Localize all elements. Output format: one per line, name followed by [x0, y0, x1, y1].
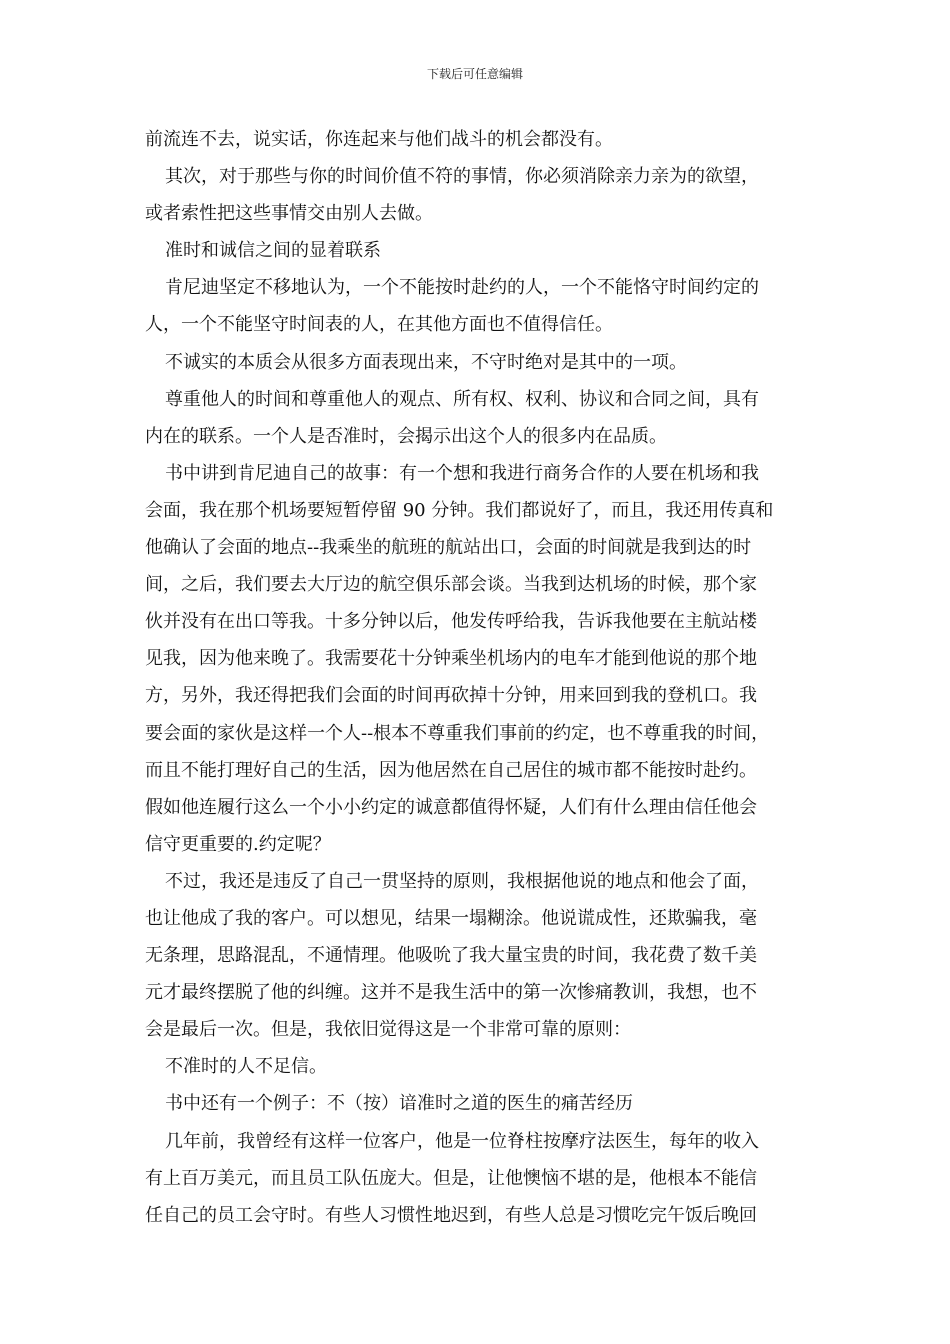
text-line: 间，之后，我们要去大厅边的航空俱乐部会谈。当我到达机场的时候，那个家	[145, 574, 757, 596]
text-line: 不诚实的本质会从很多方面表现出来，不守时绝对是其中的一项。	[165, 351, 687, 373]
section-heading: 书中还有一个例子：不（按）谙准时之道的医生的痛苦经历	[165, 1093, 633, 1115]
text-line: 前流连不去，说实话，你连起来与他们战斗的机会都没有。	[145, 129, 613, 150]
text-line: 其次，对于那些与你的时间价值不符的事情，你必须消除亲力亲为的欲望，	[165, 166, 759, 188]
section-heading: 准时和诚信之间的显着联系	[165, 240, 381, 262]
text-line: 尊重他人的时间和尊重他人的观点、所有权、权利、协议和合同之间，具有	[165, 388, 759, 410]
text-line: 假如他连履行这么一个小小约定的诚意都值得怀疑，人们有什么理由信任他会	[145, 796, 757, 818]
text-line: 元才最终摆脱了他的纠缠。这并不是我生活中的第一次惨痛教训，我想，也不	[145, 982, 757, 1004]
page-header: 下载后可任意编辑	[426, 67, 523, 81]
text-line: 见我，因为他来晚了。我需要花十分钟乘坐机场内的电车才能到他说的那个地	[145, 648, 757, 670]
text-line: 内在的联系。一个人是否准时，会揭示出这个人的很多内在品质。	[145, 425, 667, 447]
text-line: 无条理，思路混乱，不通情理。他吸吮了我大量宝贵的时间，我花费了数千美	[145, 945, 757, 967]
text-line: 而且不能打理好自己的生活，因为他居然在自己居住的城市都不能按时赴约。	[145, 759, 757, 781]
text-line: 也让他成了我的客户。可以想见，结果一塌糊涂。他说谎成性，还欺骗我，毫	[145, 907, 757, 929]
text-line: 他确认了会面的地点--我乘坐的航班的航站出口，会面的时间就是我到达的时	[145, 537, 752, 559]
text-line: 或者索性把这些事情交由别人去做。	[145, 203, 433, 225]
text-line: 任自己的员工会守时。有些人习惯性地迟到，有些人总是习惯吃完午饭后晚回	[145, 1204, 757, 1226]
text-line: 信守更重要的.约定呢？	[145, 833, 331, 855]
text-line: 方，另外，我还得把我们会面的时间再砍掉十分钟，用来回到我的登机口。我	[145, 685, 757, 707]
text-line: 书中讲到肯尼迪自己的故事：有一个想和我进行商务合作的人要在机场和我	[165, 462, 759, 484]
text-line: 几年前，我曾经有这样一位客户，他是一位脊柱按摩疗法医生，每年的收入	[165, 1130, 759, 1152]
text-line: 伙并没有在出口等我。十多分钟以后，他发传呼给我，告诉我他要在主航站楼	[145, 611, 757, 633]
text-line: 会面，我在那个机场要短暂停留 90 分钟。我们都说好了，而且，我还用传真和	[145, 499, 774, 521]
text-line: 不过，我还是违反了自己一贯坚持的原则，我根据他说的地点和他会了面，	[165, 870, 759, 892]
text-line: 会是最后一次。但是，我依旧觉得这是一个非常可靠的原则：	[145, 1019, 631, 1041]
text-line: 肯尼迪坚定不移地认为，一个不能按时赴约的人，一个不能恪守时间约定的	[165, 277, 759, 299]
document-body	[145, 121, 817, 1234]
text-line: 不准时的人不足信。	[165, 1056, 327, 1078]
text-line: 人，一个不能坚守时间表的人，在其他方面也不值得信任。	[145, 314, 613, 336]
text-line: 有上百万美元，而且员工队伍庞大。但是，让他懊恼不堪的是，他根本不能信	[145, 1167, 757, 1189]
text-line: 要会面的家伙是这样一个人--根本不尊重我们事前的约定，也不尊重我的时间，	[145, 722, 770, 744]
